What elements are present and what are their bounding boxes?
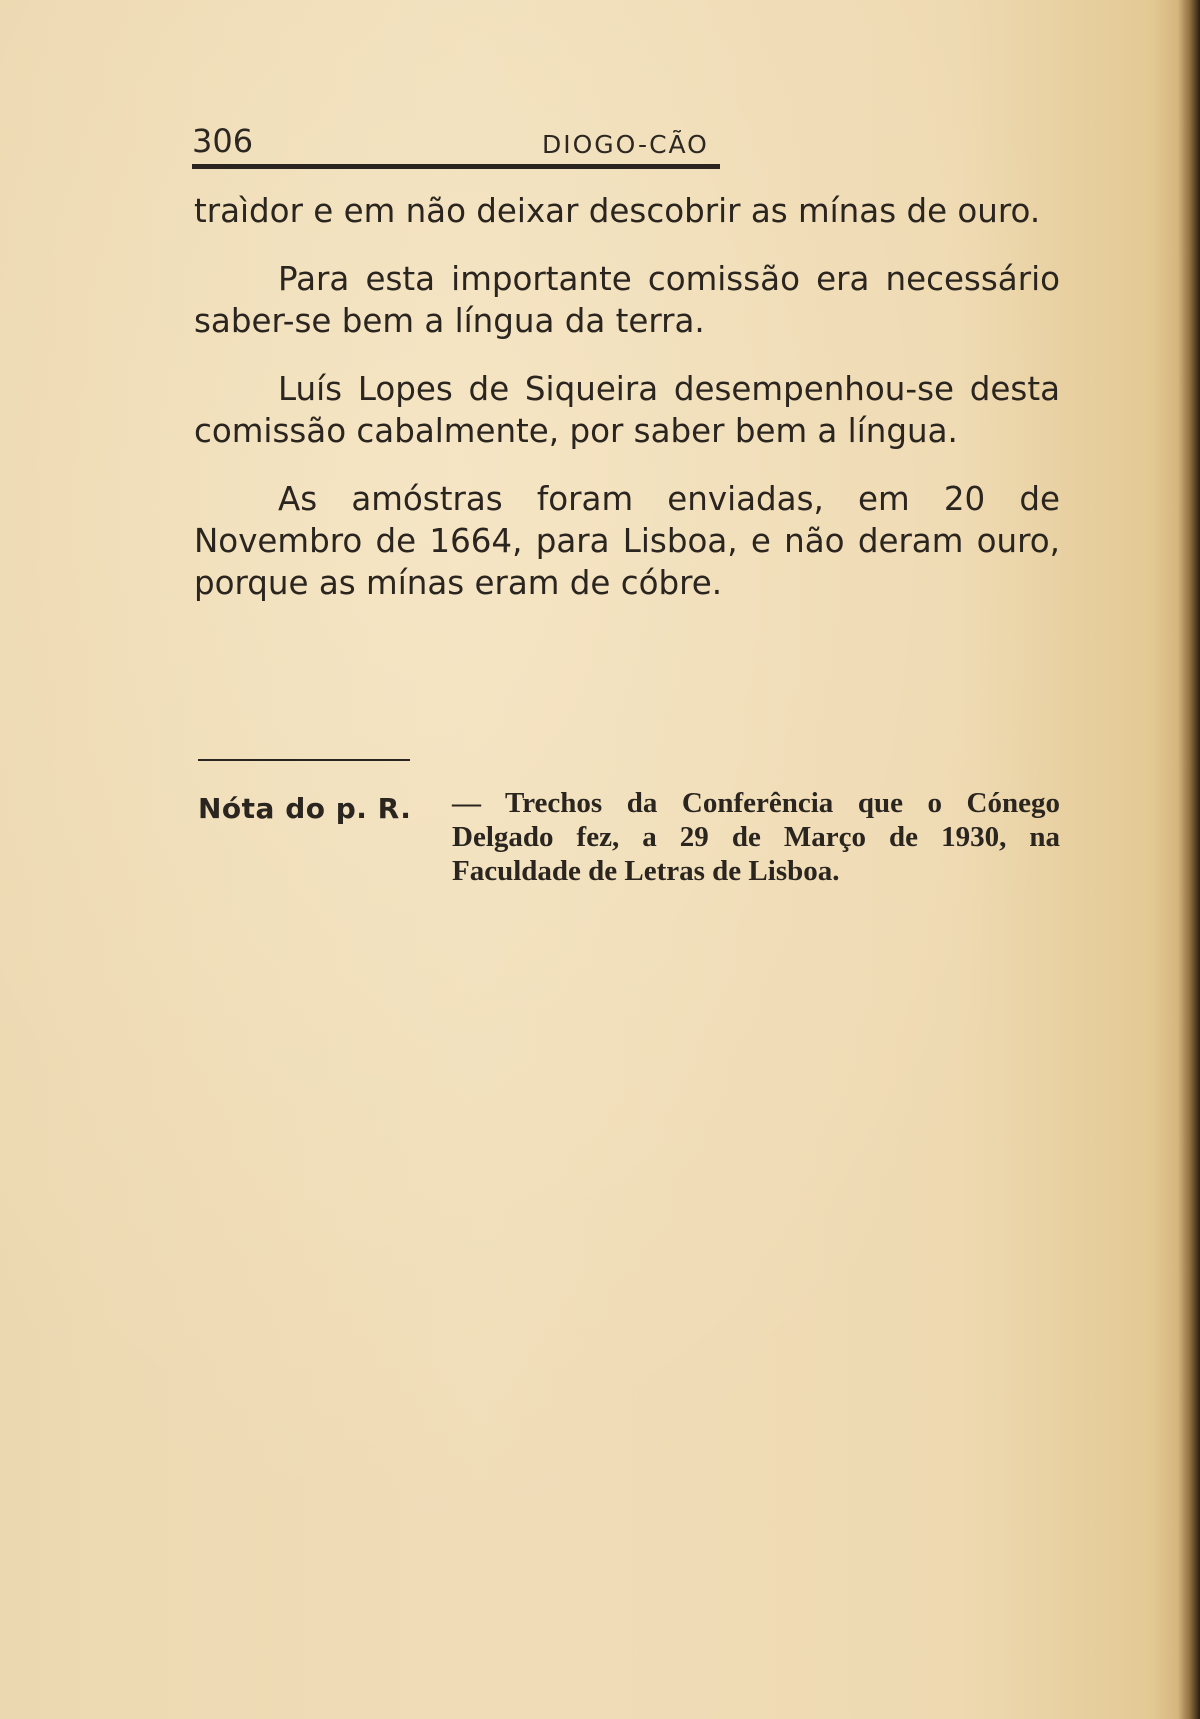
running-title: DIOGO-CÃO	[542, 130, 709, 159]
header-rule	[192, 164, 720, 169]
paragraph: Para esta importante comissão era necessário saber-se bem a língua da terra.	[194, 260, 1060, 340]
paragraph-continuation: traìdor e em não deixar descobrir as mínas de ouro.	[194, 192, 1041, 230]
footnote-label: Nóta do p. R.	[198, 792, 412, 825]
footnote-rule	[198, 759, 410, 761]
paragraph: Luís Lopes de Siqueira desempenhou-se desta comissão cabalmente, por saber bem a língua.	[194, 370, 1060, 450]
footnote-text: — Trechos da Conferência que o Cónego Delgado fez, a 29 de Março de 1930, na Faculdade de Letras de Lisboa.	[452, 787, 1060, 887]
page-edge-shadow	[1178, 0, 1200, 1719]
body-text	[194, 190, 1060, 630]
footnote	[198, 786, 1064, 896]
page-header	[192, 118, 720, 168]
paragraph: As amóstras foram enviadas, em 20 de Novembro de 1664, para Lisboa, e não deram ouro, porque as mínas eram de cóbre.	[194, 480, 1060, 602]
page-number: 306	[192, 122, 254, 160]
